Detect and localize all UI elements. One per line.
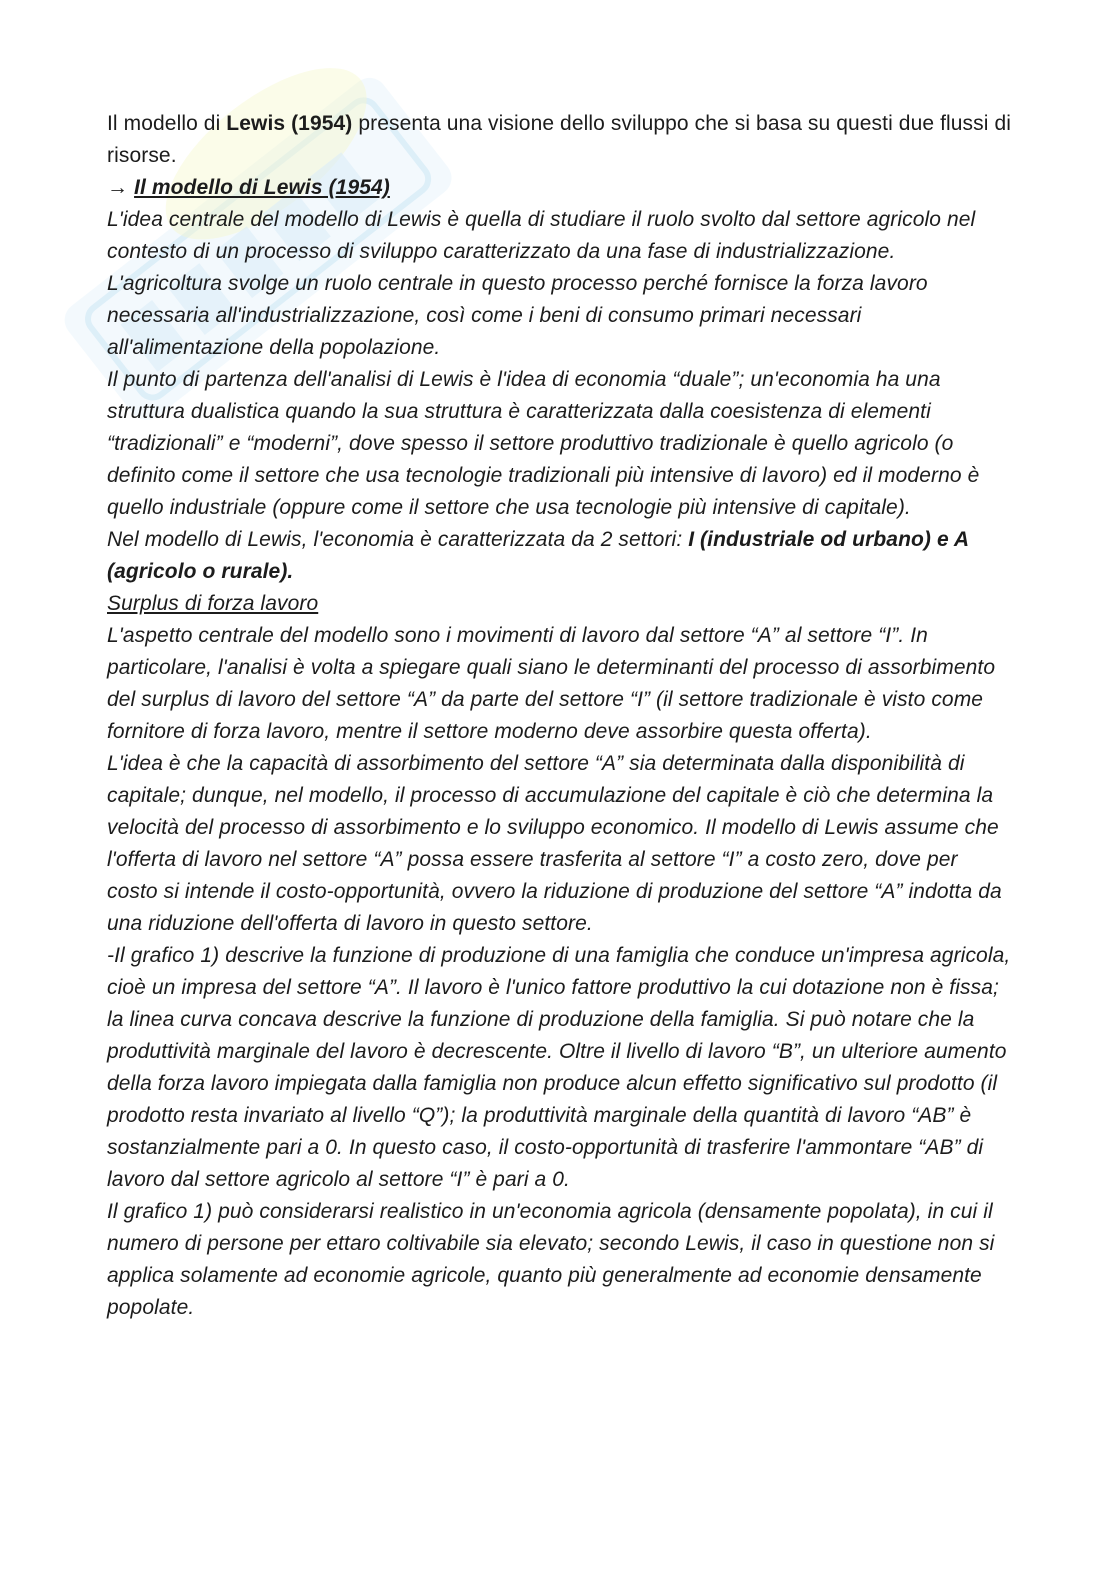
paragraph-6: -Il grafico 1) descrive la funzione di produzione di una famiglia che conduce un'impresa agricola, cioè un impresa del settore “A”. Il lavoro è l'unico fattore produttivo la cui dotazione non è fissa; la linea curva concava descrive la funzione di produzione della famiglia. Si può notare che la produttività marginale del lavoro è decrescente. Oltre il livello di lavoro “B”, un ulteriore aumento della forza lavoro impiegata dalla famiglia non produce alcun effetto significativo sul prodotto (il prodotto resta invariato al livello “Q”); la produttività marginale della quantità di lavoro “AB” è sostanzialmente pari a 0. In questo caso, il costo-opportunità di trasferire l'ammontare “AB” di lavoro dal settore agricolo al settore “I” è pari a 0. xyxy=(107,944,1011,1191)
sectors-bold: I (industriale od urbano) e A (agricolo o rurale). xyxy=(107,528,969,583)
paragraph-4: L'aspetto centrale del modello sono i movimenti di lavoro dal settore “A” al settore “I”. In particolare, l'analisi è volta a spiegare quali siano le determinanti del processo di assorbimento del surplus di lavoro del settore “A” da parte del settore “I” (il settore tradizionale è visto come fornitore di forza lavoro, mentre il settore moderno deve assorbire questa offerta). xyxy=(107,624,996,743)
paragraph-2: Il punto di partenza dell'analisi di Lewis è l'idea di economia “duale”; un'economia ha una struttura dualistica quando la sua struttura è caratterizzata dalla coesistenza di elementi “tradizionali” e “moderni”, dove spesso il settore produttivo tradizionale è quello agricolo (o definito come il settore che usa tecnologie tradizionali più intensive di lavoro) ed il moderno è quello industriale (oppure come il settore che usa tecnologie più intensive di capitale). xyxy=(107,368,980,519)
paragraph-7: Il grafico 1) può considerarsi realistico in un'economia agricola (densamente popolata), in cui il numero di persone per ettaro coltivabile sia elevato; secondo Lewis, il caso in questione non si applica solamente ad economie agricole, quanto più generalmente ad economie densamente popolate. xyxy=(107,1200,995,1319)
paragraph-5: L'idea è che la capacità di assorbimento del settore “A” sia determinata dalla disponibilità di capitale; dunque, nel modello, il processo di accumulazione del capitale è ciò che determina la velocità del processo di assorbimento e lo sviluppo economico. Il modello di Lewis assume che l'offerta di lavoro nel settore “A” possa essere trasferita al settore “I” a costo zero, dove per costo si intende il costo-opportunità, ovvero la riduzione di produzione del settore “A” indotta da una riduzione dell'offerta di lavoro in questo settore. xyxy=(107,752,1002,935)
subheading-surplus: Surplus di forza lavoro xyxy=(107,592,319,615)
paragraph-3: Nel modello di Lewis, l'economia è caratterizzata da 2 settori: I (industriale od urbano) e A (agricolo o rurale). xyxy=(107,528,969,583)
intro-bold-citation: Lewis (1954) xyxy=(226,112,353,135)
document-body xyxy=(107,108,1012,1324)
section-heading xyxy=(107,172,1012,204)
section-title: Il modello di Lewis (1954) xyxy=(134,176,390,199)
arrow-icon: → xyxy=(107,176,135,199)
paragraph-1: L'idea centrale del modello di Lewis è quella di studiare il ruolo svolto dal settore agricolo nel contesto di un processo di sviluppo caratterizzato da una fase di industrializzazione. L'agricoltura svolge un ruolo centrale in questo processo perché fornisce la forza lavoro necessaria all'industrializzazione, così come i beni di consumo primari necessari all'alimentazione della popolazione. xyxy=(107,208,976,359)
intro-paragraph: Il modello di Lewis (1954) presenta una visione dello sviluppo che si basa su questi due flussi di risorse. xyxy=(107,112,1011,167)
